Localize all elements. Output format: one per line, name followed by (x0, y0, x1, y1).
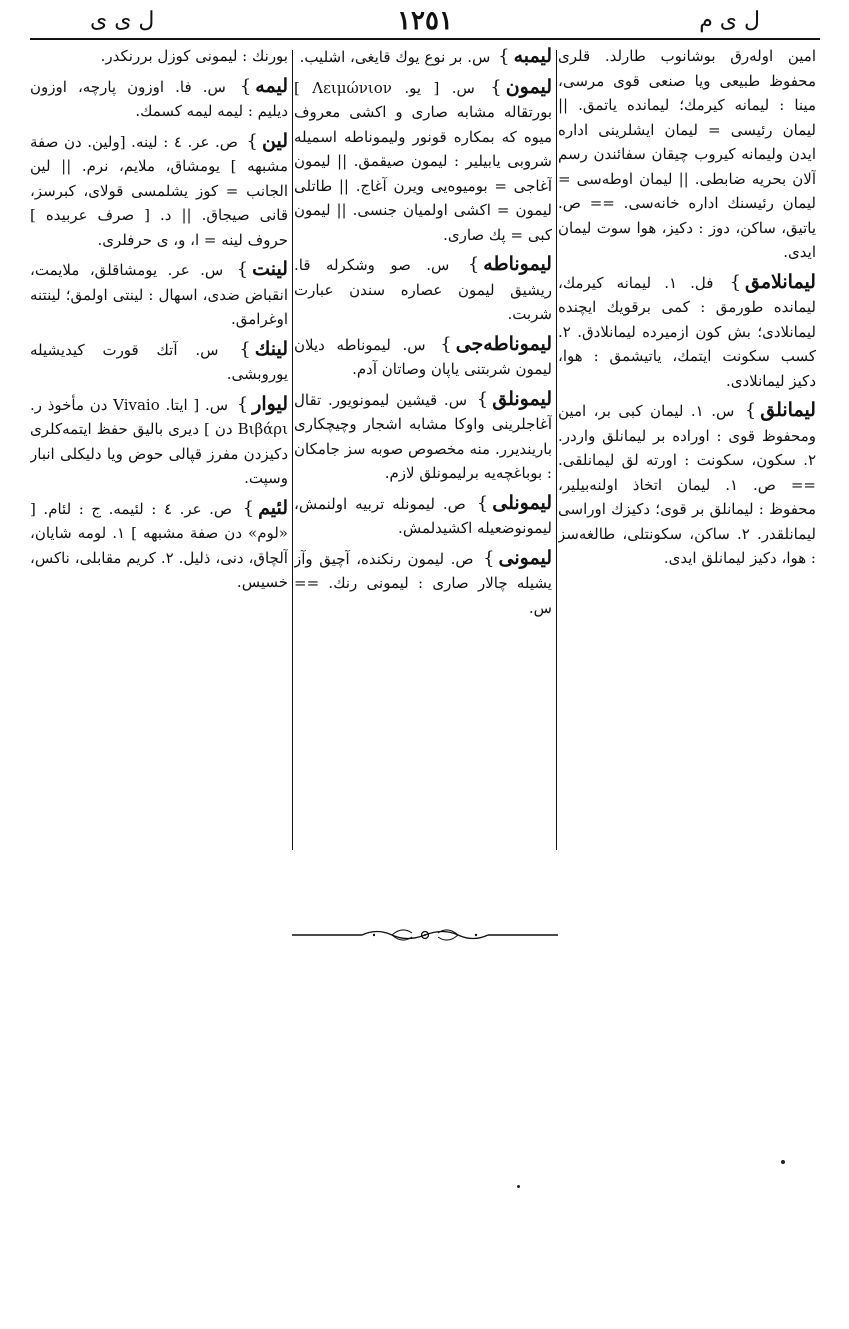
dictionary-entry (30, 496, 288, 595)
dictionary-entry (558, 44, 816, 265)
entry-definition: ص. ليمونله تربيه اولنمش، ليمونوضعيله اكشيدلمش. (294, 494, 552, 537)
column-right (558, 44, 816, 856)
dictionary-entry (294, 252, 552, 327)
running-head-left: ل ى ى (90, 8, 155, 33)
dictionary-entry (294, 491, 552, 541)
section-end-ornament (292, 924, 558, 946)
entry-headword: ليوار (252, 392, 288, 415)
brace: } (239, 75, 252, 97)
dictionary-entry (30, 392, 288, 491)
brace: } (467, 254, 480, 275)
entry-definition: ص. ليمون رنكنده، آچيق وآز يشيله چالار صارى : ليمونى رنك. == س. (294, 549, 552, 617)
columns-area (30, 44, 820, 856)
brace: } (476, 492, 489, 514)
entry-headword: ليمونلق (492, 387, 552, 410)
dictionary-entry (30, 129, 288, 253)
page-number: ١٢٥١ (397, 6, 453, 36)
entry-headword: ليمانلامق (745, 270, 816, 293)
brace: } (498, 46, 510, 67)
entry-definition: س. ١. ليمان كبى بر، امين ومحفوظ قوى : اوراده بر ليمانلق واردر. ٢. سكون، سكونت : اورته لق ليمانلقى. == ص. ١. ليمان اتخاذ اولنەبيلير، محفوظ : ليمانلق بر قوى؛ دكيزك اوراسى ليمانلقدر. ٢. ساكن، سكونتلى، طالغەسز : هوا، دكيز ليمانلق ايدى. (558, 402, 816, 567)
dictionary-entry (30, 257, 288, 332)
brace: } (490, 76, 502, 98)
brace: } (236, 259, 249, 280)
brace: } (744, 400, 757, 421)
brace: } (729, 271, 742, 293)
entry-headword: لينت (252, 258, 288, 280)
column-middle (294, 44, 552, 856)
entry-definition: س. قيشين ليمونويور. تقال آغاجلرينى واوكا مشابه اشجار وچيچكارى بارينديرر. منه مخصوص صوبه سز جامكان : بوباغچەيه برليمونلق لازم. (294, 390, 552, 482)
entry-headword: لين (262, 129, 288, 152)
entry-headword: ليمونلى (492, 491, 552, 514)
column-divider (292, 50, 293, 850)
entry-definition: س. [ ايتا. Vivaio دن مأخوذ ر. Βιβάρι دن ] ديرى باليق حفظ ايتمەكلرى دكيزدن مفرز قپالى حوض ويا دليكلى انبار وسپت. (30, 395, 288, 487)
page-header (30, 4, 820, 38)
dictionary-entry (294, 387, 552, 486)
brace: } (483, 547, 495, 569)
entry-definition: ص. عر. ٤ : لينه. [ولين. دن صفة مشبهه ] يومشاق، ملايم، نرم. || لين الجانب = كوز يشلمسى قولاى، كبرسز، قانى صيجاق. || د. [ صرف عربيده ] حروف لينه = ا، و، ى حرفلرى. (30, 132, 288, 249)
brace: } (476, 388, 489, 410)
brace: } (242, 497, 255, 519)
entry-headword: ليمونى (498, 546, 552, 569)
entry-headword: ليمانلق (760, 399, 816, 421)
brace: } (236, 393, 249, 415)
dictionary-entry (30, 337, 288, 387)
dictionary-entry (294, 332, 552, 382)
dictionary-entry (30, 44, 288, 69)
dictionary-entry (294, 546, 552, 621)
entry-headword: ليمون (505, 75, 552, 98)
entry-headword: ليموناطەجى (455, 332, 552, 355)
column-left (30, 44, 288, 856)
entry-headword: لينك (254, 337, 288, 360)
dictionary-entry (294, 75, 552, 248)
entry-definition: س. [ يو. Λειμώνιον ] بورتقاله مشابه صارى و اكشى معروف ميوه كه بمكاره قونور وليموناطه اسميله شروبى يابيلير : ليمون صيقمق. || ليمون آغاجى = بوميوەيى ويرن آغاج. || طاتلى ليمون = اكشى اولميان جنسى. || ليمون كبى = پك صارى. (294, 78, 552, 244)
dictionary-entry (558, 398, 816, 571)
entry-headword: لئيم (258, 496, 288, 519)
dictionary-entry (294, 44, 552, 70)
entry-headword: ليمه (255, 74, 288, 97)
entry-definition: س. بر نوع يوك قايغى، اشليب. (299, 48, 491, 66)
brace: } (440, 333, 452, 355)
running-head-right: ل ى م (699, 8, 760, 33)
dictionary-entry (30, 74, 288, 124)
entry-definition: س. فا. اوزون پارچه، اوزون ديليم : ليمه ليمه كسمك. (30, 77, 288, 120)
entry-definition: س. آتك قورت كيديشيله يوروبشى. (30, 340, 288, 383)
dictionary-entry (558, 270, 816, 394)
brace: } (239, 338, 251, 360)
entry-definition: بورنك : ليمونى كوزل بررنكدر. (100, 47, 288, 65)
entry-definition: س. عر. يومشاقلق، ملايمت، انقباض ضدى، اسهال : لينتى اولمق؛ لينتنه اوغرامق. (30, 261, 288, 328)
entry-definition: امين اولەرق بوشانوب طارلد. قلرى محفوظ طبيعى ويا صنعى قوى مرسى، مينا : ليمانه كيرمك؛ ليمانده ياتمق. || ليمان رئيسى = ليمان ايشلرينى اداره ايدن وليمانه كيروب چيقان سفائندن رسم آلان بحريه ضابطى. || ليمان اوطەسى = ليمان رئيسنك اداره خانەسى. == ص. ياتيق، ساكن، دوز : دكيز، هوا سوت ليمان ايدى. (558, 47, 816, 261)
entry-headword: ليموناطه (483, 253, 552, 275)
print-speck (517, 1185, 520, 1188)
entry-definition: س. صو وشكرله قا. ريشيق ليمون عصاره سندن عبارت شربت. (294, 256, 552, 323)
brace: } (246, 130, 258, 152)
print-speck (781, 1160, 785, 1164)
entry-definition: س. ليموناطه ديلان ليمون شربتنى ياپان وصاتان آدم. (294, 335, 552, 378)
column-divider (556, 50, 557, 850)
header-rule (30, 38, 820, 40)
entry-headword: ليمبه (513, 45, 552, 67)
entry-definition: ص. عر. ٤ : لئيمه. ج : لئام. [ «لوم» دن صفة مشبهه ] ١. لومه شايان، آلچاق، دنى، ذليل. ٢. كريم مقابلى، ناكس، خسيس. (30, 499, 288, 591)
entry-definition: فل. ١. ليمانه كيرمك، ليمانده طورمق : كمى برقويك ايچنده ليمانلادى؛ بش كون ازميرده ليمانلادق. ٢. كسب سكونت ايتمك، ياتيشمق : هوا، دكيز ليمانلادى. (558, 273, 816, 390)
